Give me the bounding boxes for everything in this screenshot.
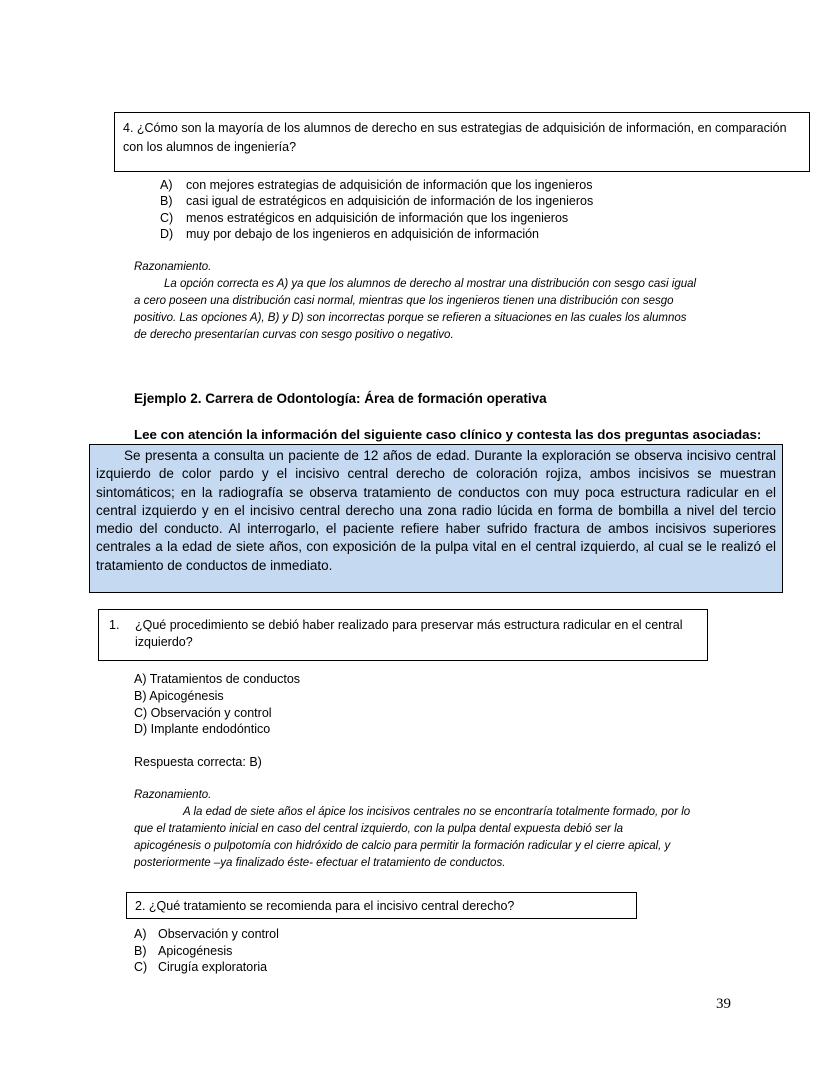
q1-reasoning-line: que el tratamiento inicial en caso del central izquierdo, con la pulpa dental expuesta debió ser la [134, 823, 624, 835]
q1-reasoning-line: apicogénesis o pulpotomía con hidróxido de calcio para permitir la formación radicular y el cierre apical, y [134, 840, 671, 852]
q4-reasoning-label: Razonamiento. [134, 261, 212, 273]
q2-option-c: C) Cirugía exploratoria [134, 960, 268, 974]
q1-correct-answer: Respuesta correcta: B) [134, 755, 262, 769]
clinical-case-box [89, 444, 783, 593]
q2-option-b: B) Apicogénesis [134, 944, 233, 958]
q4-reasoning-line: La opción correcta es A) ya que los alumnos de derecho al mostrar una distribución con sesgo casi igual [164, 278, 697, 290]
q1-option-b: B) Apicogénesis [134, 689, 224, 703]
page-number: 39 [716, 996, 731, 1012]
case-instruction: Lee con atención la información del siguiente caso clínico y contesta las dos preguntas asociadas: [134, 427, 762, 442]
question-2-box [126, 892, 637, 919]
q4-option-c: C) menos estratégicos en adquisición de información que los ingenieros [160, 211, 569, 225]
q4-reasoning-line: positivo. Las opciones A), B) y D) son incorrectas porque se refieren a situaciones en las cuales los alumnos [134, 312, 687, 324]
q1-reasoning-label: Razonamiento. [134, 789, 212, 801]
q1-option-c: C) Observación y control [134, 706, 272, 720]
q4-option-b: B) casi igual de estratégicos en adquisición de información de los ingenieros [160, 194, 594, 208]
example-2-heading: Ejemplo 2. Carrera de Odontología: Área de formación operativa [134, 391, 547, 406]
question-4-box [114, 112, 810, 172]
question-4-text: 4. ¿Cómo son la mayoría de los alumnos de derecho en sus estrategias de adquisición de información, en comparación con los alumnos de ingeniería? [123, 121, 787, 154]
question-1-text: ¿Qué procedimiento se debió haber realizado para preservar más estructura radicular en el central izquierdo? [135, 618, 683, 649]
q1-option-d: D) Implante endodóntico [134, 722, 271, 736]
q1-reasoning-line: posteriormente –ya finalizado éste- efectuar el tratamiento de conductos. [134, 857, 506, 869]
question-1-number: 1. [109, 618, 120, 632]
q2-option-a: A) Observación y control [134, 927, 279, 941]
q4-reasoning-line: de derecho presentarían curvas con sesgo positivo o negativo. [134, 329, 454, 341]
q4-option-d: D) muy por debajo de los ingenieros en adquisición de información [160, 227, 539, 241]
clinical-case-text: Se presenta a consulta un paciente de 12 años de edad. Durante la exploración se observa incisivo central izquierdo de color pardo y el incisivo central derecho de coloración rojiza, ambos incisivos se muestran sintomáticos; en la radiografía se observa tratamiento de conductos con muy poca estructura radicular en el central izquierdo y en el incisivo central derecho una zona radio lúcida en forma de bombilla a nivel del tercio medio del conducto. Al interrogarlo, el paciente refiere haber sufrido fractura de ambos incisivos superiores centrales a la edad de siete años, con exposición de la pulpa vital en el central izquierdo, al cual se le realizó el tratamiento de conductos de inmediato. [96, 448, 776, 573]
q4-option-a: A) con mejores estrategias de adquisición de información que los ingenieros [160, 178, 593, 192]
q1-option-a: A) Tratamientos de conductos [134, 672, 301, 686]
q4-reasoning-line: a cero poseen una distribución casi normal, mientras que los ingenieros tienen una distribución con sesgo [134, 295, 674, 307]
question-1-box [98, 609, 708, 661]
question-2-text: 2. ¿Qué tratamiento se recomienda para el incisivo central derecho? [135, 899, 515, 913]
q1-reasoning-line: A la edad de siete años el ápice los incisivos centrales no se encontraría totalmente formado, por lo [183, 806, 691, 818]
